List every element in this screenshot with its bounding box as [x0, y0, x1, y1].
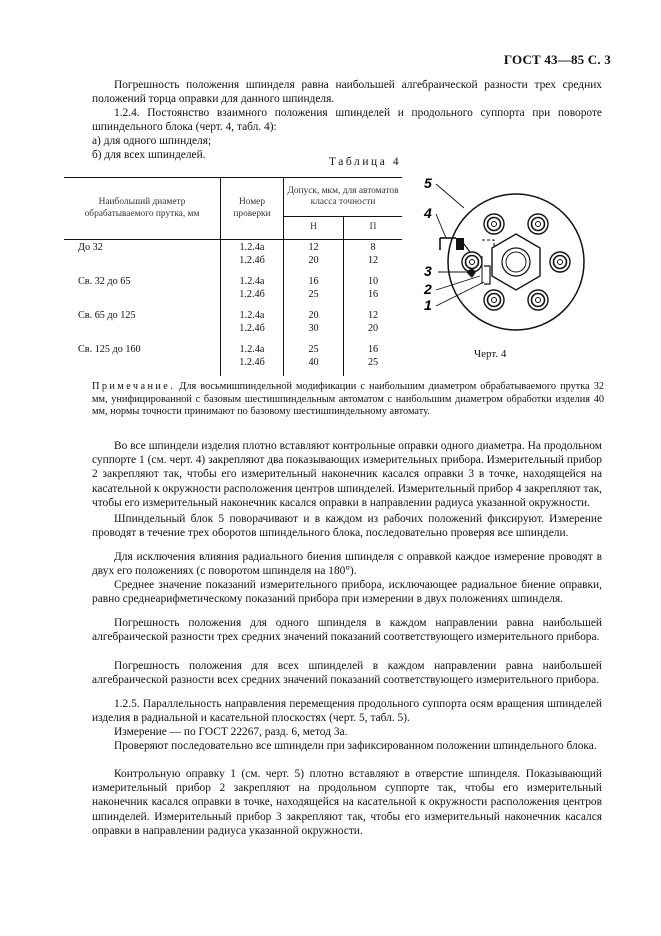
cell-diameter: Св. 65 до 125 — [78, 310, 136, 321]
page-header: ГОСТ 43—85 С. 3 — [503, 52, 611, 67]
cell-check: 1.2.4а 1.2.4б — [221, 342, 284, 376]
table-row — [64, 240, 402, 275]
header-tolerance: Допуск, мкм, для автоматов класса точности — [284, 178, 403, 217]
cell-class-p: 16 25 — [344, 342, 402, 376]
cell-diameter: Св. 125 до 160 — [78, 344, 141, 355]
figure-caption: Черт. 4 — [474, 348, 507, 360]
header-check-number: Номер проверки — [221, 178, 284, 240]
note-label: Примечание. — [92, 381, 176, 392]
body-paragraph-mandrel: Контрольную оправку 1 (см. черт. 5) плотно вставляют в отверстие шпинделя. Показывающий измерительный прибор 2 закрепляют на продольном суппорте так, чтобы его измерительный наконечник касался оправки в точке, находящейся на касательной к окружности расположения центров шпинделей. Измерительный прибор 3 закрепляют так, чтобы его измерительный наконечник касался оправки в направлении радиуса указанной окружности. — [92, 768, 602, 837]
section-1-2-5-heading: 1.2.5. Параллельность направления перемещения продольного суппорта осям вращения шпинделей изделия в радиальной и касательной плоскостях (черт. 5, табл. 5). — [92, 698, 602, 725]
body-paragraph-4: Среднее значение показаний измерительного прибора, исключающее радиальное биение оправки, равно среднеарифметическому показаний прибора при измерении в двух положениях шпинделя. — [92, 579, 602, 606]
body-paragraph-measurement: Измерение — по ГОСТ 22267, разд. 6, метод 3а. — [114, 726, 348, 738]
body-paragraph-5: Погрешность положения для одного шпинделя в каждом направлении равна наибольшей алгебраической разности трех средних значений показаний соответствующего измерительного прибора. — [92, 617, 602, 644]
cell-class-n: 16 25 — [284, 274, 344, 308]
header-class-n: Н — [284, 217, 344, 240]
body-paragraph-2: Шпиндельный блок 5 поворачивают и в каждом из рабочих положений фиксируют. Измерение проводят в течение трех оборотов шпиндельного блока, последовательно проверяя все шпиндели. — [92, 513, 602, 540]
body-paragraph-1: Во все шпиндели изделия плотно вставляют контрольные оправки одного диаметра. На продольном суппорте 1 (см. черт. 4) закрепляют два показывающих измерительных прибора. Измерительный прибор 2 закрепляют так, чтобы его измерительный наконечник касался оправки 3 в точке, находящейся на касательной к окружности расположения центров шпинделей. Измерительный прибор 4 закрепляют так, чтобы его измерительный наконечник касался оправки в направлении радиуса указанной окружности. — [92, 440, 602, 509]
figure-label-4: 4 — [424, 205, 432, 221]
cell-class-p: 8 12 — [344, 240, 402, 275]
note-text: Для восьмишпиндельной модификации с наибольшим диаметром обрабатываемого прутка 32 мм, унифицированной с базовым шестишпиндельным автоматом с наибольшим диаметром обработки изделия 40 мм, нормы точности принимают по базовому шестишпиндельному автомату. — [92, 381, 604, 418]
header-diameter: Наибольший диаметр обрабатываемого прутка, мм — [64, 178, 221, 240]
cell-check: 1.2.4а 1.2.4б — [221, 274, 284, 308]
cell-class-n: 25 40 — [284, 342, 344, 376]
intro-paragraph-1: Погрешность положения шпинделя равна наибольшей алгебраической разности трех средних положений торца оправки для данного шпинделя. — [92, 79, 602, 106]
list-item-a: а) для одного шпинделя; — [92, 135, 212, 147]
cell-check: 1.2.4а 1.2.4б — [221, 240, 284, 275]
body-paragraph-3: Для исключения влияния радиального биения шпинделя с оправкой каждое измерение проводят в двух его положениях (с поворотом шпинделя на 180°). — [92, 551, 602, 578]
cell-class-p: 12 20 — [344, 308, 402, 342]
figure-label-3: 3 — [424, 263, 432, 279]
cell-class-n: 20 30 — [284, 308, 344, 342]
cell-class-n: 12 20 — [284, 240, 344, 275]
spindle-block-diagram — [420, 172, 598, 350]
note — [92, 381, 604, 419]
list-item-b: б) для всех шпинделей. — [92, 149, 206, 161]
section-1-2-4-heading: 1.2.4. Постоянство взаимного положения шпинделей и продольного суппорта при повороте шпиндельного блока (черт. 4, табл. 4): — [92, 107, 602, 134]
body-paragraph-check: Проверяют последовательно все шпиндели при зафиксированном положении шпиндельного блока. — [114, 740, 597, 752]
table-row — [64, 274, 402, 308]
body-paragraph-6: Погрешность положения для всех шпинделей в каждом направлении равна наибольшей алгебраической разности всех средних значений показаний соответствующего измерительного прибора. — [92, 660, 602, 687]
cell-diameter: До 32 — [78, 242, 103, 253]
figure-label-1: 1 — [424, 297, 432, 313]
table-title: Таблица 4 — [329, 156, 402, 168]
figure-label-5: 5 — [424, 175, 432, 191]
table-row — [64, 308, 402, 342]
cell-diameter: Св. 32 до 65 — [78, 276, 131, 287]
figure-label-2: 2 — [424, 281, 432, 297]
tolerance-table — [64, 177, 402, 376]
cell-check: 1.2.4а 1.2.4б — [221, 308, 284, 342]
table-row — [64, 342, 402, 376]
figure-4 — [420, 172, 598, 350]
cell-class-p: 10 16 — [344, 274, 402, 308]
header-class-p: П — [344, 217, 402, 240]
